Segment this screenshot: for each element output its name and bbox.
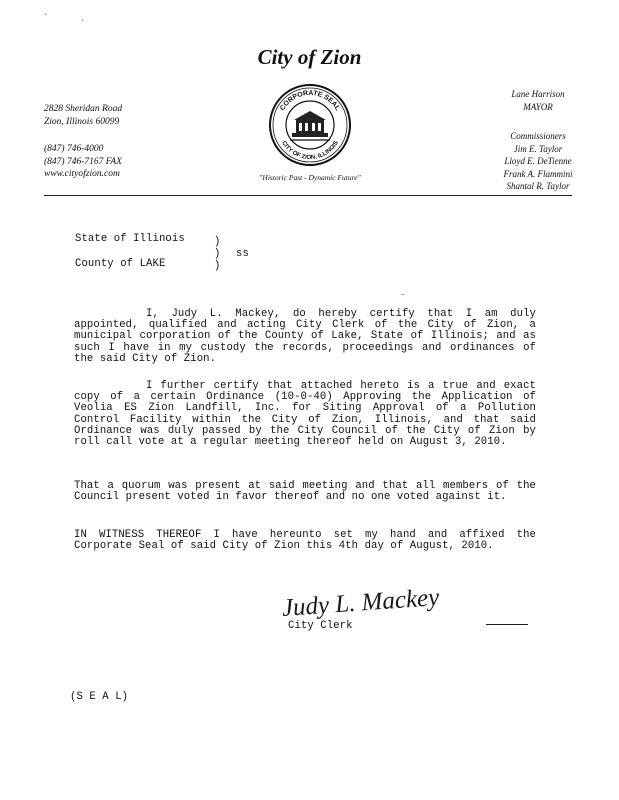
commissioner-name: Shantal R. Taylor	[506, 181, 570, 191]
phone-number: (847) 746-4000	[44, 144, 104, 154]
mayor-name: Lane Harrison	[511, 89, 565, 99]
city-name-heading: City of Zion	[257, 45, 362, 69]
address-block	[44, 103, 122, 128]
mayor-title: MAYOR	[523, 101, 553, 112]
venue-paren: )	[214, 236, 221, 248]
fax-number: (847) 746-7167 FAX	[44, 156, 122, 167]
commissioner-name: Lloyd E. DeTienne	[504, 156, 572, 166]
commissioners-label: Commissioners	[510, 131, 566, 141]
address-line-2: Zion, Illinois 60099	[44, 116, 120, 127]
venue-ss: ss	[236, 248, 249, 260]
commissioner-name: Jim E. Taylor	[513, 143, 563, 154]
ordinance-paragraph: I further certify that attached hereto is a true and exact copy of a certain Ordinance (10-0-40) Approving the Application of Veolia ES Zion Landfill, Inc. for Siting Approval of a Pollution Control Facility within the City of Zion, Illinois, and that said Ordinance was duly passed by the City Council of the City of Zion by roll call vote at a regular meeting thereof held on August 3, 2010.	[74, 380, 536, 449]
venue-paren: )	[214, 248, 221, 260]
scan-mark: ·	[43, 10, 49, 20]
certification-paragraph: I, Judy L. Mackey, do hereby certify that I am duly appointed, qualified and acting City Clerk of the City of Zion, a municipal corporation of the County of Lake, State of Illinois; and as such I have in my custody the records, proceedings and ordinances of the said City of Zion.	[74, 308, 536, 365]
quorum-paragraph: That a quorum was present at said meeting and that all members of the Council present voted in favor thereof and no one voted against it.	[74, 480, 536, 504]
witness-paragraph: IN WITNESS THEREOF I have hereunto set my hand and affixed the Corporate Seal of said City of Zion this 4th day of August, 2010.	[74, 529, 536, 553]
mayor-block	[488, 88, 588, 113]
venue-state: State of Illinois	[75, 233, 185, 245]
city-motto: "Historic Past - Dynamic Future"	[259, 173, 361, 182]
letterhead-divider	[44, 195, 572, 196]
commissioners-block	[482, 130, 594, 193]
seal-bottom-text: CITY OF ZION, ILLINOIS	[280, 140, 340, 162]
venue-county: County of LAKE	[75, 258, 166, 270]
signature-title: City Clerk	[288, 620, 353, 632]
handwritten-signature: Judy L. Mackey	[281, 584, 441, 622]
address-line-1: 2828 Sheridan Road	[44, 104, 123, 114]
website-link[interactable]: www.cityofzion.com	[44, 169, 120, 179]
city-seal-emblem	[268, 83, 352, 167]
seal-label: (S E A L)	[70, 691, 129, 703]
commissioner-name: Frank A. Flammini	[503, 168, 573, 179]
signature-line	[486, 624, 528, 625]
venue-paren: )	[214, 260, 221, 272]
scan-mark: -	[400, 290, 406, 300]
scan-mark: ·	[80, 16, 86, 26]
contact-block	[44, 143, 122, 181]
seal-top-text: CORPORATE SEAL	[279, 89, 341, 112]
